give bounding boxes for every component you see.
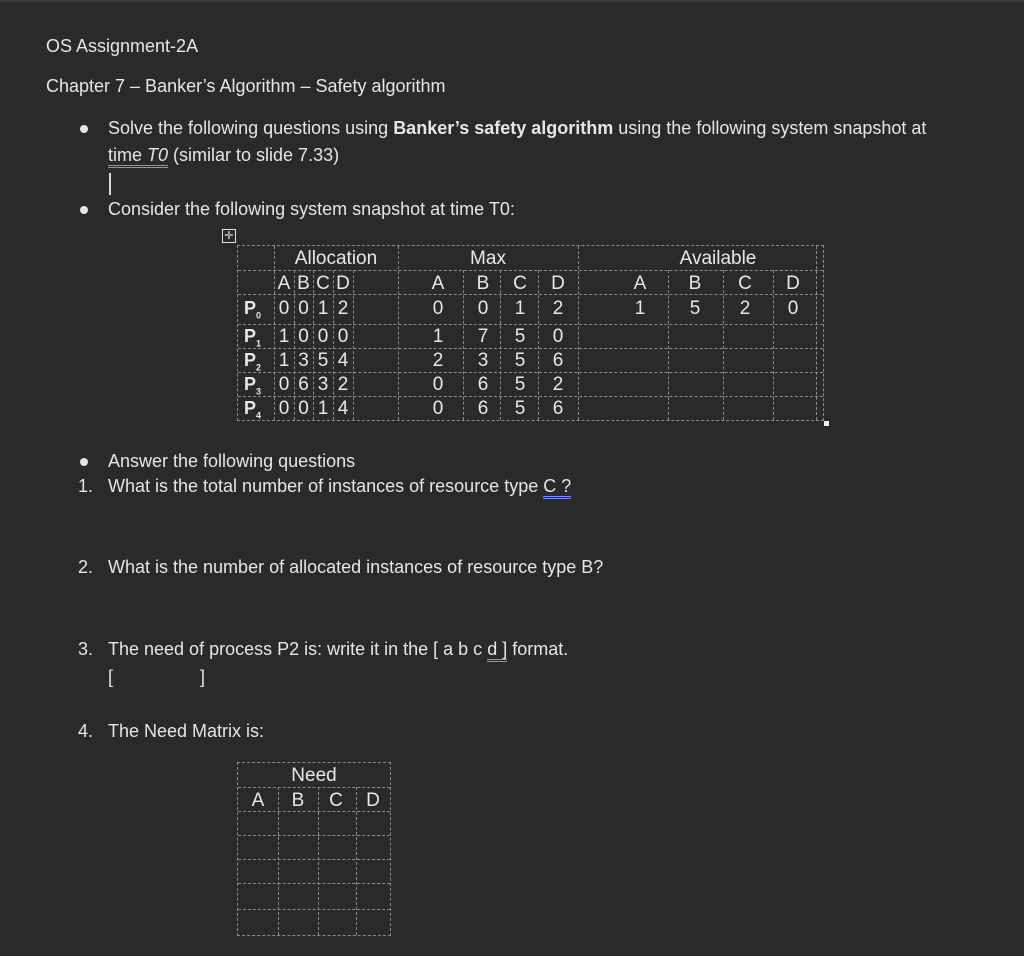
bullet-1-text: [108, 118, 926, 139]
question-1-text: What is the total number of instances of resource type: [108, 476, 544, 496]
bullet-2-text: Consider the following system snapshot at time T0:: [108, 199, 515, 219]
process-p2: $P_2$: [244, 350, 262, 373]
question-3-tail: d ]: [487, 639, 507, 662]
bullet-3-text: Answer the following questions: [108, 451, 356, 471]
max-p2-c: 5: [514, 350, 526, 371]
question-3-tail2: format.: [507, 639, 569, 659]
text-cursor: [109, 173, 111, 195]
alloc-p4-b: 0: [298, 398, 309, 419]
table-move-handle-icon[interactable]: ✛: [222, 229, 236, 243]
need-col-a: A: [251, 790, 265, 811]
alloc-p1-a: 1: [278, 326, 290, 347]
avail-a: 1: [634, 298, 646, 319]
bullet-1-bold: Banker’s safety algorithm: [393, 118, 614, 138]
question-1-tail: C ?: [543, 476, 571, 499]
time-t0-underlined: [108, 145, 168, 168]
snapshot-table: [237, 245, 824, 421]
max-p1-b: 7: [477, 326, 489, 347]
alloc-p1-d: 0: [337, 326, 349, 347]
question-2-number: 2.: [78, 557, 94, 577]
question-4-number: 4.: [78, 721, 94, 741]
max-p4-d: 6: [552, 398, 564, 419]
alloc-p3-d: 2: [337, 374, 349, 395]
answer-bracket-close: ]: [200, 667, 206, 687]
answer-bracket-open: [: [108, 667, 114, 687]
alloc-p3-c: 3: [317, 374, 329, 395]
avail-b: 5: [689, 298, 701, 319]
process-p0: $P_0$: [244, 298, 262, 321]
alloc-p0-a: 0: [278, 298, 290, 319]
need-col-d: D: [366, 790, 380, 811]
process-p1: $P_1$: [244, 326, 262, 349]
question-3-text: The need of process P2 is: write it in the [ a b c: [108, 639, 488, 659]
need-matrix-table: [237, 762, 391, 936]
avail-c: 2: [739, 298, 751, 319]
max-p2-b: 3: [477, 350, 489, 371]
alloc-p2-a: 1: [278, 350, 290, 371]
table-resize-handle[interactable]: [824, 421, 829, 426]
alloc-p2-b: 3: [298, 350, 309, 371]
alloc-col-c: C: [316, 273, 330, 294]
max-p4-c: 5: [514, 398, 526, 419]
alloc-col-b: B: [297, 273, 310, 294]
chapter-heading: Chapter 7 – Banker’s Algorithm – Safety algorithm: [46, 76, 446, 96]
max-p3-d: 2: [552, 374, 564, 395]
bullet-dot: [80, 458, 88, 466]
alloc-p1-b: 0: [298, 326, 309, 347]
avail-col-d: D: [786, 273, 800, 294]
bullet-dot: [80, 125, 88, 133]
question-1-number: 1.: [78, 476, 94, 496]
need-col-b: B: [291, 790, 305, 811]
avail-col-a: A: [633, 273, 647, 294]
alloc-col-a: A: [277, 273, 291, 294]
max-p4-a: 0: [432, 398, 444, 419]
max-p1-c: 5: [514, 326, 526, 347]
avail-d: 0: [787, 298, 799, 319]
bullet-1-suffix: using the following system snapshot at: [613, 118, 927, 138]
max-col-d: D: [551, 273, 565, 294]
bullet-1-line2: [108, 145, 339, 166]
doc-title: OS Assignment-2A: [46, 36, 199, 56]
max-col-b: B: [476, 273, 490, 294]
need-col-c: C: [329, 790, 343, 811]
max-col-c: C: [513, 273, 527, 294]
max-header: Max: [470, 248, 506, 269]
t0-italic: T0: [147, 145, 169, 165]
allocation-header: Allocation: [294, 248, 378, 269]
slide-ref: (similar to slide 7.33): [168, 145, 340, 165]
alloc-p1-c: 0: [317, 326, 329, 347]
top-border: [0, 0, 1024, 2]
alloc-p0-c: 1: [317, 298, 329, 319]
max-p3-a: 0: [432, 374, 444, 395]
max-p3-c: 5: [514, 374, 526, 395]
max-p0-a: 0: [432, 298, 444, 319]
max-p1-a: 1: [432, 326, 444, 347]
time-word: time: [108, 145, 148, 165]
alloc-p0-d: 2: [337, 298, 349, 319]
alloc-p3-a: 0: [278, 374, 290, 395]
question-1: [108, 476, 571, 497]
bullet-dot: [80, 206, 88, 214]
max-col-a: A: [431, 273, 445, 294]
available-header: Available: [679, 248, 757, 269]
max-p0-b: 0: [477, 298, 489, 319]
max-p1-d: 0: [552, 326, 564, 347]
bullet-1-prefix: Solve the following questions using: [108, 118, 394, 138]
max-p3-b: 6: [477, 374, 489, 395]
process-p3: $P_3$: [244, 374, 262, 397]
max-p4-b: 6: [477, 398, 489, 419]
need-header: Need: [291, 765, 337, 786]
max-p2-a: 2: [432, 350, 444, 371]
alloc-p2-c: 5: [317, 350, 329, 371]
alloc-p4-a: 0: [278, 398, 290, 419]
question-2-text: What is the number of allocated instances of resource type B?: [108, 557, 604, 577]
question-3-number: 3.: [78, 639, 94, 659]
question-3: [108, 639, 568, 660]
avail-col-b: B: [688, 273, 702, 294]
process-p4: $P_4$: [244, 398, 262, 421]
alloc-p4-c: 1: [317, 398, 329, 419]
alloc-p0-b: 0: [298, 298, 309, 319]
alloc-p4-d: 4: [337, 398, 349, 419]
question-4-text: The Need Matrix is:: [108, 721, 265, 741]
alloc-col-d: D: [336, 273, 350, 294]
alloc-p2-d: 4: [337, 350, 349, 371]
avail-col-c: C: [738, 273, 752, 294]
alloc-p3-b: 6: [298, 374, 309, 395]
max-p0-d: 2: [552, 298, 564, 319]
max-p0-c: 1: [514, 298, 526, 319]
max-p2-d: 6: [552, 350, 564, 371]
